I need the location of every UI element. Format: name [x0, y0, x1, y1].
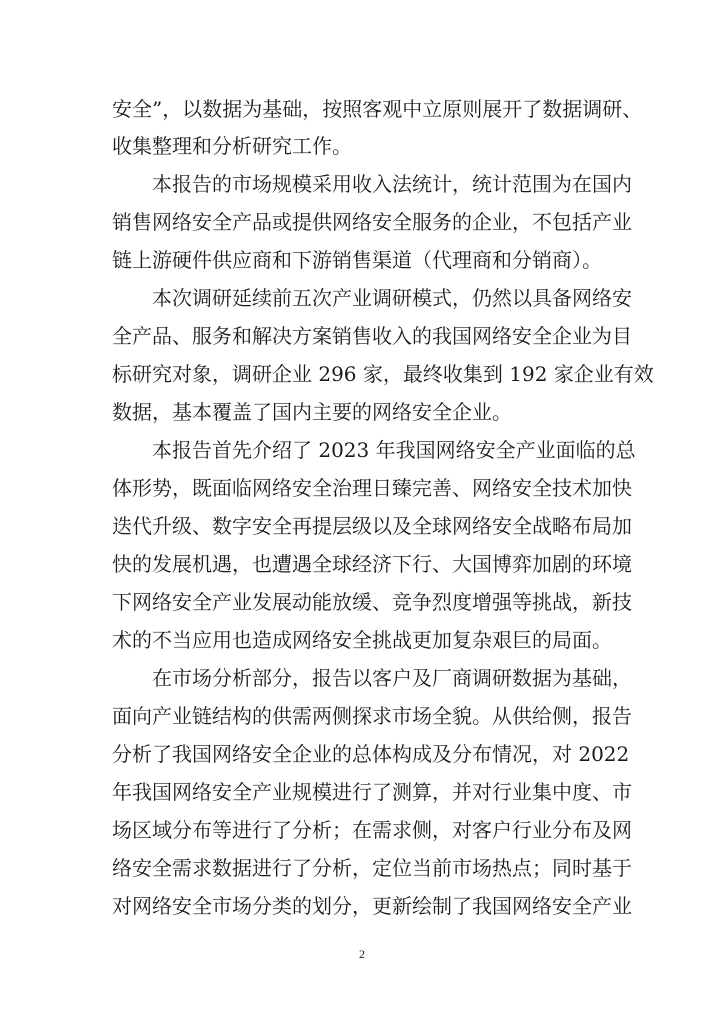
text-line: 在市场分析部分，报告以客户及厂商调研数据为基础， [112, 666, 632, 690]
text-line: 标研究对象，调研企业 296 家，最终收集到 192 家企业有效 [112, 362, 654, 386]
text-line: 迭代升级、数字安全再提层级以及全球网络安全战略布局加 [112, 514, 632, 538]
text-line: 链上游硬件供应商和下游销售渠道（代理商和分销商）。 [112, 248, 602, 272]
text-line: 年我国网络安全产业规模进行了测算，并对行业集中度、市 [112, 780, 632, 804]
text-line: 分析了我国网络安全企业的总体构成及分布情况，对 2022 [112, 742, 630, 766]
text-line: 场区域分布等进行了分析；在需求侧，对客户行业分布及网 [112, 818, 632, 842]
text-line: 术的不当应用也造成网络安全挑战更加复杂艰巨的局面。 [112, 628, 612, 652]
text-line: 本报告首先介绍了 2023 年我国网络安全产业面临的总 [112, 438, 636, 462]
text-line: 络安全需求数据进行了分析，定位当前市场热点；同时基于 [112, 856, 632, 880]
text-line: 快的发展机遇，也遭遇全球经济下行、大国博弈加剧的环境 [112, 552, 632, 576]
text-line: 安全”，以数据为基础，按照客观中立原则展开了数据调研、 [112, 97, 643, 121]
text-line: 数据，基本覆盖了国内主要的网络安全企业。 [112, 400, 512, 424]
text-line: 销售网络安全产品或提供网络安全服务的企业，不包括产业 [112, 210, 632, 234]
text-line: 全产品、服务和解决方案销售收入的我国网络安全企业为目 [112, 324, 632, 348]
text-line: 体形势，既面临网络安全治理日臻完善、网络安全技术加快 [112, 476, 632, 500]
page-number: 2 [359, 947, 365, 961]
text-line: 收集整理和分析研究工作。 [112, 134, 352, 158]
text-line: 本报告的市场规模采用收入法统计，统计范围为在国内 [112, 172, 632, 196]
text-line: 下网络安全产业发展动能放缓、竞争烈度增强等挑战，新技 [112, 590, 632, 614]
text-line: 对网络安全市场分类的划分，更新绘制了我国网络安全产业 [112, 894, 632, 918]
text-line: 本次调研延续前五次产业调研模式，仍然以具备网络安 [112, 286, 632, 310]
text-line: 面向产业链结构的供需两侧探求市场全貌。从供给侧，报告 [112, 704, 632, 728]
